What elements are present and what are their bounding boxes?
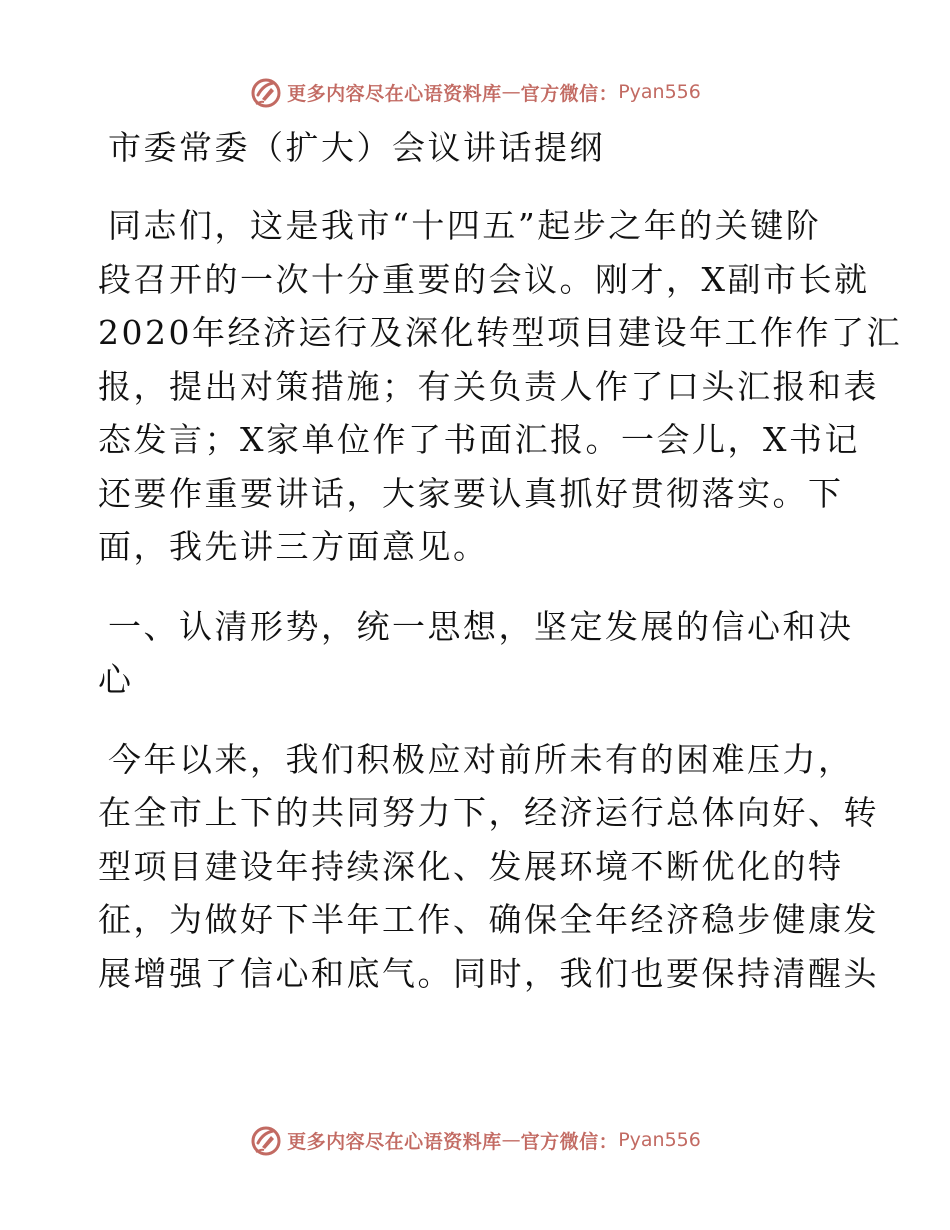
paragraph-line: 态发言；X家单位作了书面汇报。一会儿，X书记 xyxy=(98,420,860,459)
paragraph-line: 同志们，这是我市“十四五”起步之年的关键阶 xyxy=(108,206,822,245)
watermark-dash: — xyxy=(501,81,521,103)
heading-line: 一、认清形势，统一思想，坚定发展的信心和决 xyxy=(108,606,854,646)
paragraph-line: 在全市上下的共同努力下，经济运行总体向好、转 xyxy=(98,793,879,832)
paragraph-line: 还要作重要讲话，大家要认真抓好贯彻落实。下 xyxy=(98,473,844,513)
paragraph-line: 报，提出对策措施；有关负责人作了口头汇报和表 xyxy=(98,366,879,406)
paragraph-line: 展增强了信心和底气。同时，我们也要保持清醒头 xyxy=(98,953,879,993)
paragraph-line: 征，为做好下半年工作、确保全年经济稳步健康发 xyxy=(98,900,879,939)
paragraph-2 xyxy=(98,733,879,1001)
heading-line: 心 xyxy=(98,660,134,699)
watermark-brand-text: 更多内容尽在心语资料库 xyxy=(287,82,502,105)
section-heading-1 xyxy=(98,600,866,707)
paragraph-line: 型项目建设年持续深化、发展环境不断优化的特 xyxy=(98,846,844,886)
brand-logo-icon xyxy=(249,1123,283,1157)
paragraph-line: 面，我先讲三方面意见。 xyxy=(98,527,489,566)
brand-logo-icon xyxy=(249,75,283,109)
paragraph-line: 2020年经济运行及深化转型项目建设年工作作了汇 xyxy=(98,313,902,352)
footer-watermark xyxy=(0,1120,950,1160)
watermark-wechat-id: Pyan556 xyxy=(618,81,701,103)
header-watermark xyxy=(0,72,950,112)
watermark-dash: — xyxy=(501,1129,521,1151)
paragraph-line: 今年以来，我们积极应对前所未有的困难压力， xyxy=(108,739,854,779)
watermark-wechat-id: Pyan556 xyxy=(618,1129,701,1151)
paragraph-1 xyxy=(98,199,902,574)
document-body xyxy=(98,122,902,1000)
watermark-brand-text: 更多内容尽在心语资料库 xyxy=(287,1130,502,1153)
watermark-wechat-label: 官方微信： xyxy=(520,1130,619,1153)
document-title: 市委常委（扩大）会议讲话提纲 xyxy=(108,128,605,167)
paragraph-line: 段召开的一次十分重要的会议。刚才，X副市长就 xyxy=(98,259,870,299)
watermark-wechat-label: 官方微信： xyxy=(520,82,619,105)
